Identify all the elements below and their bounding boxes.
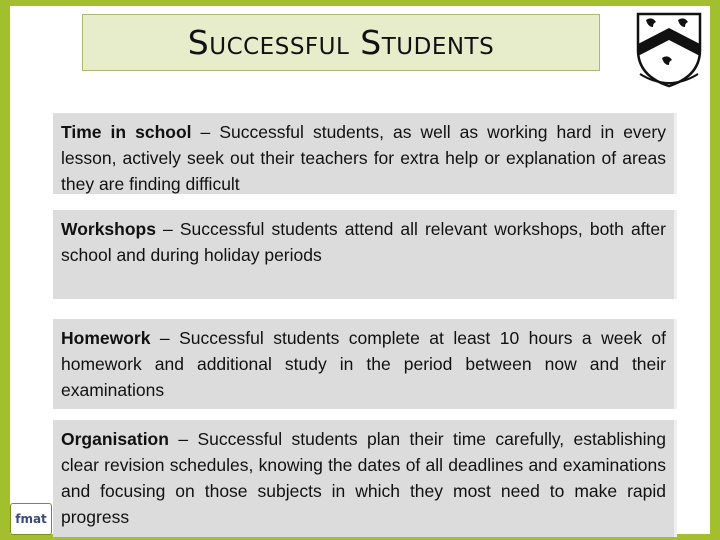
section-separator: – (191, 122, 220, 142)
fmat-logo (10, 503, 52, 535)
section-text: Successful students plan their time carefully, establishing clear revision schedules, knowing the dates of all deadlines and examinations and focusing on those subjects in which they most need to make rapid progress (61, 429, 666, 527)
section-heading: Organisation (61, 429, 169, 449)
section-homework (53, 319, 677, 409)
section-heading: Homework (61, 328, 151, 348)
section-text: Successful students, as well as working hard in every lesson, actively seek out their teachers for extra help or explanation of areas they are finding difficult (61, 122, 666, 194)
school-crest-icon (632, 10, 706, 90)
page-title: Successful Students (187, 23, 495, 62)
section-organisation (53, 420, 677, 537)
section-separator: – (155, 219, 180, 239)
section-heading: Workshops (61, 219, 156, 239)
fmat-logo-label: fmat (15, 512, 47, 526)
section-time-in-school (53, 113, 677, 194)
section-heading: Time in school (61, 122, 192, 142)
section-text: Successful students attend all relevant workshops, both after school and during holiday periods (61, 219, 666, 265)
title-box (82, 14, 600, 71)
section-text: Successful students complete at least 10 hours a week of homework and additional study in the period between now and their examinations (61, 328, 666, 400)
section-workshops (53, 210, 677, 299)
slide (10, 6, 710, 534)
section-separator: – (150, 328, 180, 348)
section-separator: – (168, 429, 198, 449)
